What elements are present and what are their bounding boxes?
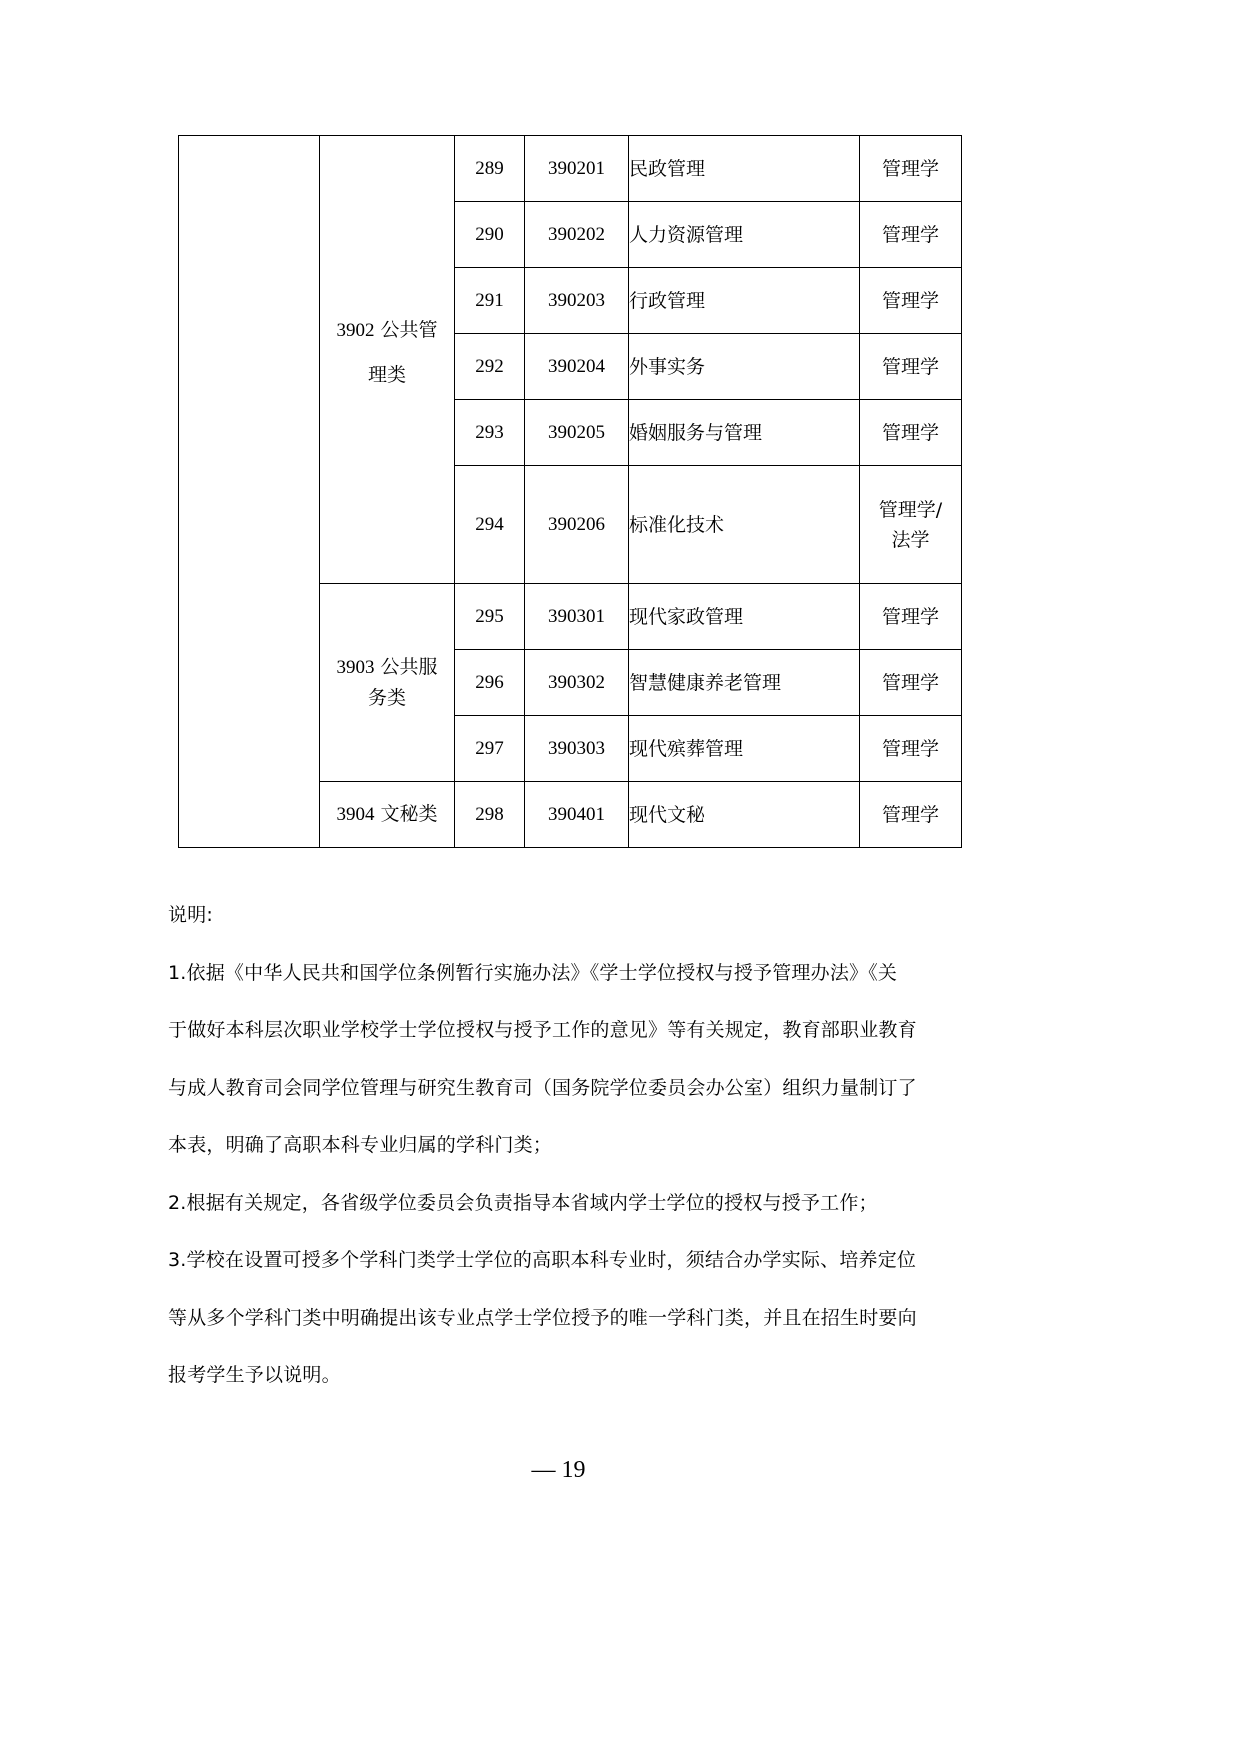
seq-cell: 295 xyxy=(455,584,525,650)
discipline-cell: 管理学 xyxy=(860,268,962,334)
discipline-cell: 管理学 xyxy=(860,584,962,650)
discipline-cell: 管理学 xyxy=(860,400,962,466)
major-code-cell: 390401 xyxy=(525,782,629,848)
seq-cell: 291 xyxy=(455,268,525,334)
seq-cell: 297 xyxy=(455,716,525,782)
major-name-cell: 智慧健康养老管理 xyxy=(629,650,860,716)
major-code-cell: 390202 xyxy=(525,202,629,268)
major-class-cell-3902: 3902 公共管 理类 xyxy=(320,136,455,584)
major-code-cell: 390303 xyxy=(525,716,629,782)
notes-line: 本表，明确了高职本科专业归属的学科门类； xyxy=(168,1134,553,1156)
major-name-cell: 行政管理 xyxy=(629,268,860,334)
seq-cell: 293 xyxy=(455,400,525,466)
major-code-cell: 390203 xyxy=(525,268,629,334)
discipline-cell: 管理学 xyxy=(860,650,962,716)
major-category-cell xyxy=(179,136,320,848)
notes-line: 3.学校在设置可授多个学科门类学士学位的高职本科专业时，须结合办学实际、培养定位 xyxy=(168,1249,917,1271)
major-code-cell: 390206 xyxy=(525,466,629,584)
major-code-cell: 390302 xyxy=(525,650,629,716)
major-class-cell-3903: 3903 公共服 务类 xyxy=(320,584,455,782)
notes-line: 2.根据有关规定，各省级学位委员会负责指导本省域内学士学位的授权与授予工作； xyxy=(168,1191,878,1214)
discipline-cell: 管理学 xyxy=(860,782,962,848)
major-name-cell: 人力资源管理 xyxy=(629,202,860,268)
major-class-cell-3904: 3904 文秘类 xyxy=(320,782,455,848)
notes-section xyxy=(168,887,943,1405)
notes-line: 1.依据《中华人民共和国学位条例暂行实施办法》《学士学位授权与授予管理办法》《关 xyxy=(168,961,898,984)
discipline-cell: 管理学 xyxy=(860,716,962,782)
major-name-cell: 现代殡葬管理 xyxy=(629,716,860,782)
discipline-cell: 管理学 xyxy=(860,334,962,400)
seq-cell: 294 xyxy=(455,466,525,584)
table-row xyxy=(179,136,962,202)
major-name-cell: 外事实务 xyxy=(629,334,860,400)
page-number: — 19 xyxy=(531,1457,586,1483)
major-code-cell: 390204 xyxy=(525,334,629,400)
major-name-cell: 民政管理 xyxy=(629,136,860,202)
major-catalog-table xyxy=(178,135,962,848)
discipline-cell: 管理学 xyxy=(860,136,962,202)
discipline-cell: 管理学 xyxy=(860,202,962,268)
major-name-cell: 现代文秘 xyxy=(629,782,860,848)
major-name-cell: 婚姻服务与管理 xyxy=(629,400,860,466)
notes-line: 报考学生予以说明。 xyxy=(168,1364,341,1386)
major-code-cell: 390205 xyxy=(525,400,629,466)
seq-cell: 290 xyxy=(455,202,525,268)
major-name-cell: 标准化技术 xyxy=(629,466,860,584)
notes-heading: 说明: xyxy=(168,904,214,926)
notes-line: 等从多个学科门类中明确提出该专业点学士学位授予的唯一学科门类，并且在招生时要向 xyxy=(168,1306,917,1329)
seq-cell: 289 xyxy=(455,136,525,202)
notes-line: 与成人教育司会同学位管理与研究生教育司（国务院学位委员会办公室）组织力量制订了 xyxy=(168,1076,917,1099)
seq-cell: 292 xyxy=(455,334,525,400)
discipline-cell: 管理学/ 法学 xyxy=(860,466,962,584)
seq-cell: 296 xyxy=(455,650,525,716)
seq-cell: 298 xyxy=(455,782,525,848)
major-code-cell: 390201 xyxy=(525,136,629,202)
notes-line: 于做好本科层次职业学校学士学位授权与授予工作的意见》等有关规定，教育部职业教育 xyxy=(168,1019,917,1041)
major-code-cell: 390301 xyxy=(525,584,629,650)
major-name-cell: 现代家政管理 xyxy=(629,584,860,650)
